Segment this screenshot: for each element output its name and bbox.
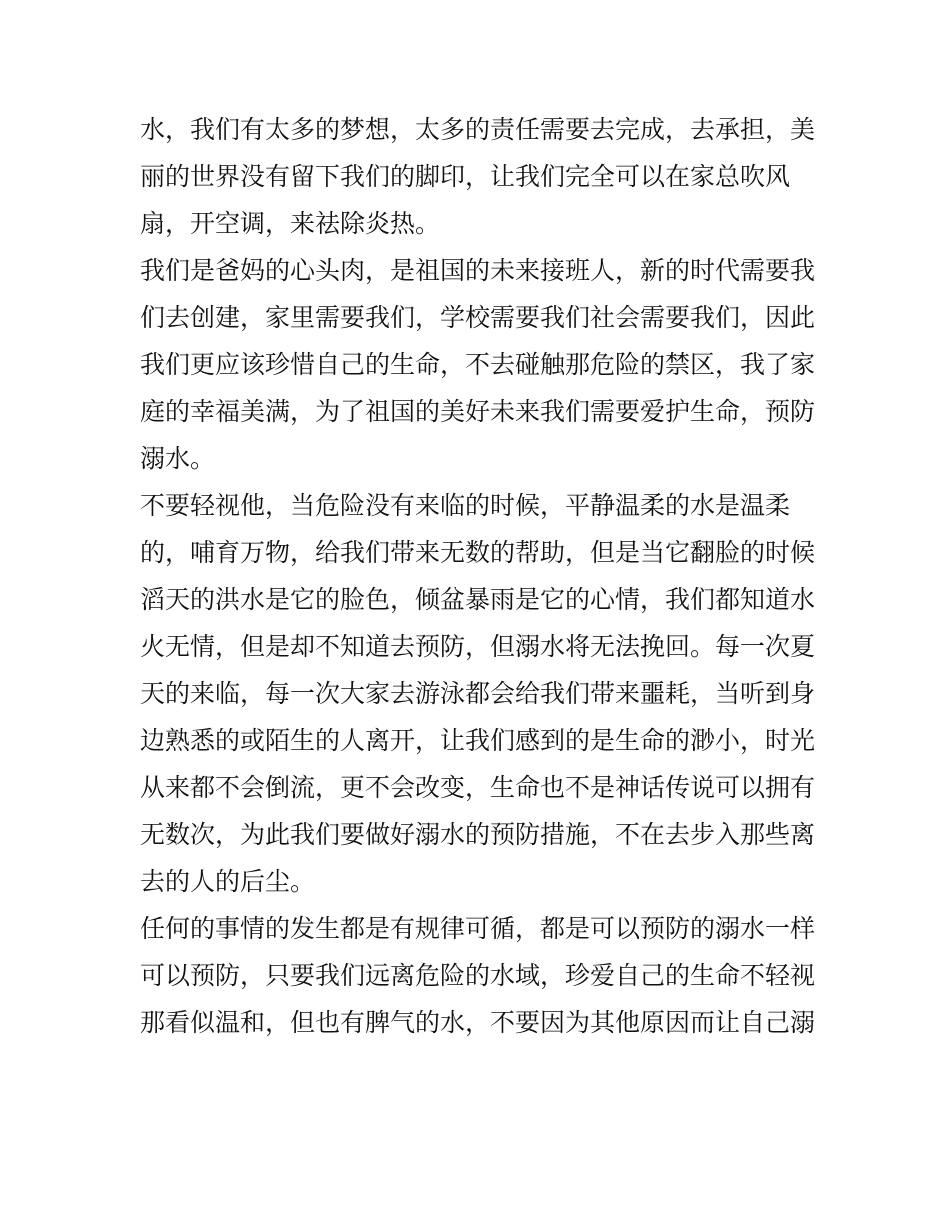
text-line: 从来都不会倒流，更不会改变，生命也不是神话传说可以拥有 xyxy=(140,773,816,802)
paragraph-1 xyxy=(140,106,820,247)
text-line: 天的来临，每一次大家去游泳都会给我们带来噩耗，当听到身 xyxy=(140,679,816,708)
paragraph-2 xyxy=(140,247,820,482)
text-line: 丽的世界没有留下我们的脚印，让我们完全可以在家总吹风 xyxy=(140,162,791,191)
text-line: 去的人的后尘。 xyxy=(140,867,316,896)
paragraph-4 xyxy=(140,905,820,1046)
text-line: 滔天的洪水是它的脸色，倾盆暴雨是它的心情，我们都知道水 xyxy=(140,585,816,614)
text-line: 不要轻视他，当危险没有来临的时候，平静温柔的水是温柔 xyxy=(140,491,791,520)
text-line: 溺水。 xyxy=(140,444,216,473)
document-body xyxy=(140,106,820,1046)
text-line: 可以预防，只要我们远离危险的水域，珍爱自己的生命不轻视 xyxy=(140,961,816,990)
text-line: 我们更应该珍惜自己的生命，不去碰触那危险的禁区，我了家 xyxy=(140,350,816,379)
text-line: 庭的幸福美满，为了祖国的美好未来我们需要爱护生命，预防 xyxy=(140,397,816,426)
text-line: 那看似温和，但也有脾气的水，不要因为其他原因而让自己溺 xyxy=(140,1008,816,1037)
text-line: 扇，开空调，来祛除炎热。 xyxy=(140,209,441,238)
text-line: 边熟悉的或陌生的人离开，让我们感到的是生命的渺小，时光 xyxy=(140,726,816,755)
text-line: 的，哺育万物，给我们带来无数的帮助，但是当它翻脸的时候 xyxy=(140,538,816,567)
text-line: 任何的事情的发生都是有规律可循，都是可以预防的溺水一样 xyxy=(140,914,816,943)
text-line: 无数次，为此我们要做好溺水的预防措施，不在去步入那些离 xyxy=(140,820,816,849)
text-line: 水，我们有太多的梦想，太多的责任需要去完成，去承担，美 xyxy=(140,115,816,144)
text-line: 我们是爸妈的心头肉，是祖国的未来接班人，新的时代需要我 xyxy=(140,256,816,285)
text-line: 火无情，但是却不知道去预防，但溺水将无法挽回。每一次夏 xyxy=(140,632,816,661)
paragraph-3 xyxy=(140,482,820,905)
text-line: 们去创建，家里需要我们，学校需要我们社会需要我们，因此 xyxy=(140,303,816,332)
